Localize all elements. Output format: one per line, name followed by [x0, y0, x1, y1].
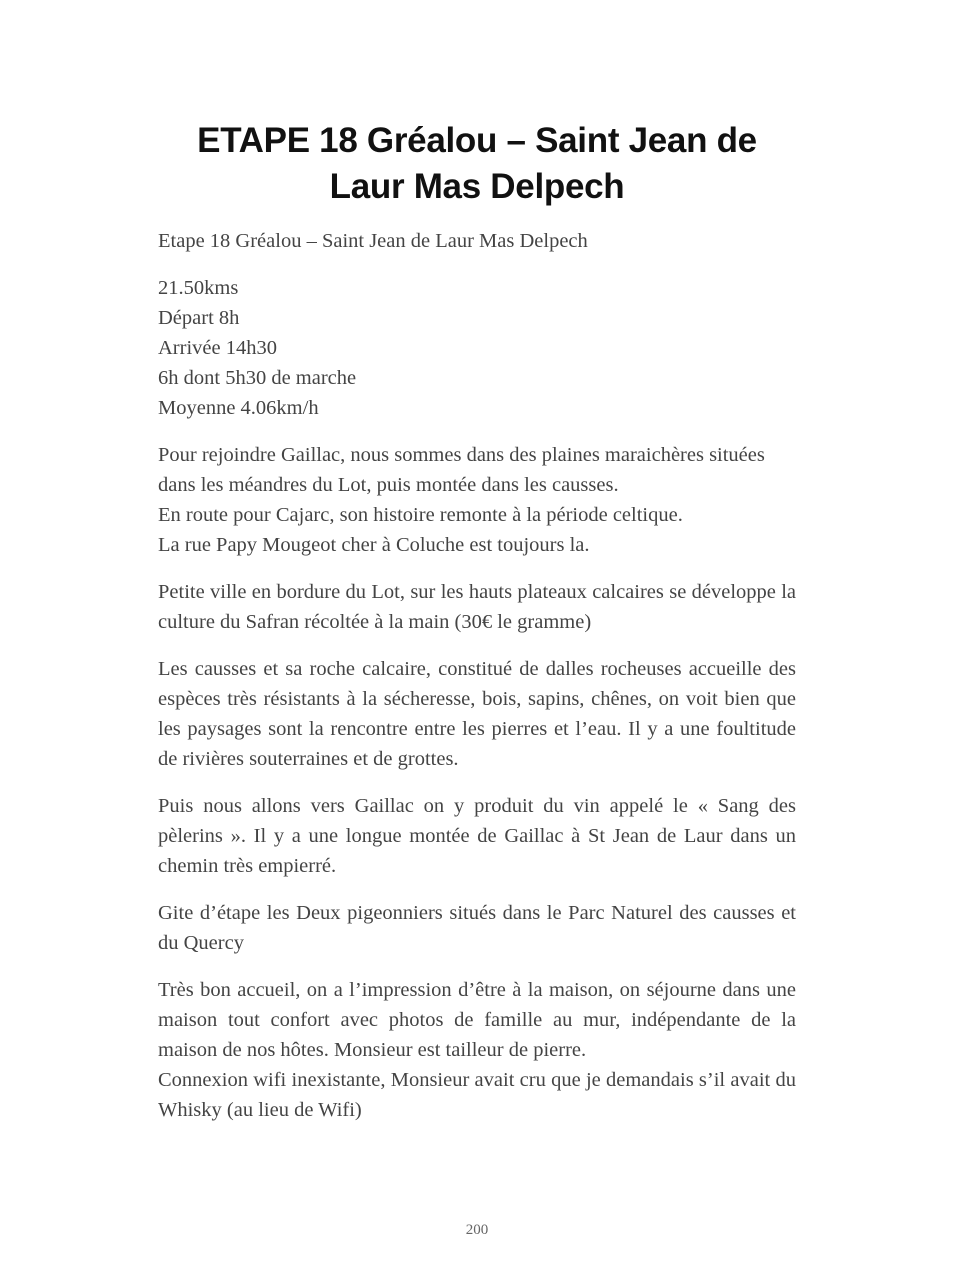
paragraph-gaillac-line-2: En route pour Cajarc, son histoire remonte à la période celtique.: [158, 504, 683, 526]
stat-distance: 21.50kms: [158, 277, 239, 299]
document-page: [158, 118, 796, 1142]
paragraph-causses: Les causses et sa roche calcaire, constitué de dalles rocheuses accueille des espèces très résistants à la sécheresse, bois, sapins, chênes, on voit bien que les paysages sont la rencontre entre les pierres et l’eau. Il y a une foultitude de rivières souterraines et de grottes.: [158, 658, 796, 770]
paragraph-gaillac-line-1: Pour rejoindre Gaillac, nous sommes dans des plaines maraichères situées dans les méandres du Lot, puis montée dans les causses.: [158, 444, 765, 496]
page-number: 200: [465, 1222, 489, 1238]
stat-departure: Départ 8h: [158, 307, 240, 329]
paragraph-accueil-part-2: Connexion wifi inexistante, Monsieur avait cru que je demandais s’il avait du Whisky (au lieu de Wifi): [158, 1069, 796, 1121]
stat-duration: 6h dont 5h30 de marche: [158, 367, 357, 389]
paragraph-accueil-part-1: Très bon accueil, on a l’impression d’être à la maison, on séjourne dans une maison tout confort avec photos de famille au mur, indépendante de la maison de nos hôtes. Monsieur est tailleur de pierre.: [158, 979, 796, 1061]
stat-arrival: Arrivée 14h30: [158, 337, 277, 359]
paragraph-accueil: [158, 975, 796, 1125]
subtitle-paragraph: Etape 18 Gréalou – Saint Jean de Laur Mas Delpech: [158, 230, 588, 252]
document-body: [158, 226, 796, 1125]
stats-paragraph: [158, 273, 796, 423]
paragraph-sang-des-pelerins: Puis nous allons vers Gaillac on y produit du vin appelé le « Sang des pèlerins ». Il y a une longue montée de Gaillac à St Jean de Laur dans un chemin très empierré.: [158, 795, 796, 877]
paragraph-gaillac: [158, 440, 796, 560]
stat-average-speed: Moyenne 4.06km/h: [158, 397, 319, 419]
paragraph-gite: Gite d’étape les Deux pigeonniers situés dans le Parc Naturel des causses et du Quercy: [158, 902, 796, 954]
paragraph-safran: Petite ville en bordure du Lot, sur les hauts plateaux calcaires se développe la culture du Safran récoltée à la main (30€ le gramme): [158, 581, 796, 633]
paragraph-gaillac-line-3: La rue Papy Mougeot cher à Coluche est toujours la.: [158, 534, 590, 556]
page-title: ETAPE 18 Gréalou – Saint Jean de Laur Mas Delpech: [197, 121, 757, 206]
